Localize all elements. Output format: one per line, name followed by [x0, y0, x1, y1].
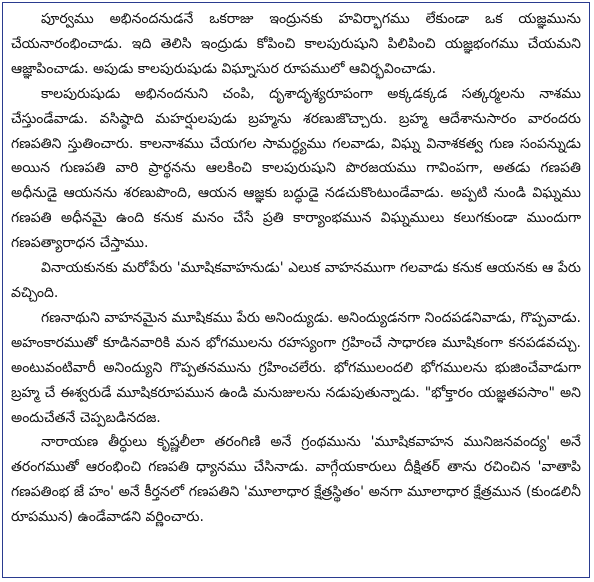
- paragraph-5: నారాయణ తీర్ధులు కృష్ణలీలా తరంగిణి అనే గ్రంథమును 'మూషికవాహన మునిజనవంద్య' అనే తరంగముతో ఆరంభించి గణపతి ధ్యానము చేసినాడు. వాగ్గేయకారులు దీక్షితర్ తాను రచించిన 'వాతాపి గణపతింభ జే హం' అనే కీర్తనలో గణపతిని 'మూలాధార క్షేత్రస్థితం' అనగా మూలాధార క్షేత్రమున (కుండలినీ రూపమున) ఉండేవాడని వర్ణించారు.: [11, 434, 581, 526]
- paragraph-1: పూర్వము అభినందనుడనే ఒకరాజు ఇంద్రునకు హవిర్భాగము లేకుండా ఒక యజ్ఞమును చేయనారంభించాడు. ఇది తెలిసి ఇంద్రుడు కోపించి కాలపురుషుని పిలిపించి యజ్ఞభంగము చేయమని ఆజ్ఞాపించాడు. అపుడు కాలపురుషుడు విఘ్నాసుర రూపములో ఆవిర్భవించాడు.: [11, 11, 581, 77]
- paragraph-2: కాలపురుషుడు అభినందనుని చంపి, దృశాదృశ్యరూపంగా అక్కడక్కడ సత్కర్మలను నాశము చేస్తుండేవాడు. వసిష్ఠాది మహర్షులపుడు బ్రహ్మను శరణుజొచ్చారు. బ్రహ్మ ఆదేశానుసారం వారందరు గణపతిని స్తుతించారు. కాలనాశము చేయగల సామర్ధ్యము గలవాడు, విఘ్న వినాశకత్వ గుణ సంపన్నుడు అయిన గుణపతి వారి ప్రార్థనను ఆలకించి కాలపురుషుని పొరజయము గావింపగా, అతడు గణపతి అధీనుడై ఆయనను శరణుపొంది, ఆయన ఆజ్ఞకు బద్ధుడై నడచుకొంటుండేవాడు. అప్పటి నుండి విఘ్నము గణపతి అధీనమై ఉంది కనుక మనం చేసే ప్రతి కార్యాంభమున విఘ్నములు కలుగకుండా ముందుగా గణపత్యారాధన చేస్తాము.: [11, 85, 581, 252]
- paragraph-3: వినాయకునకు మరోపేరు 'మూషికవాహనుడు' ఎలుక వాహనముగా గలవాడు కనుక ఆయనకు ఆ పేరు వచ్చింది.: [11, 260, 581, 301]
- paragraph-4: గణనాథుని వాహనమైన మూషికము పేరు అనింద్యుడు. అనింద్యుడనగా నిందపడనివాడు, గొప్పవాడు. అహంకారముతో కూడినవారికి మన భోగములను రహస్యంగా గ్రహించే సాధారణ మూషికంగా కనపడవచ్చు. అంటువంటివారీ అనింద్యుని గొప్పతనమును గ్రహించలేరు. భోగములందలి భోగములను భుజించేవాడుగా బ్రహ్మ చే ఈశ్వరుడే మూషికరూపమున ఉండి మనుజులను నడుపుతున్నాడు. "భోక్తారం యజ్ఞతపసాం" అని అందుచేతనే చెప్పబడినదజ.: [11, 309, 581, 426]
- document-page: [2, 2, 590, 578]
